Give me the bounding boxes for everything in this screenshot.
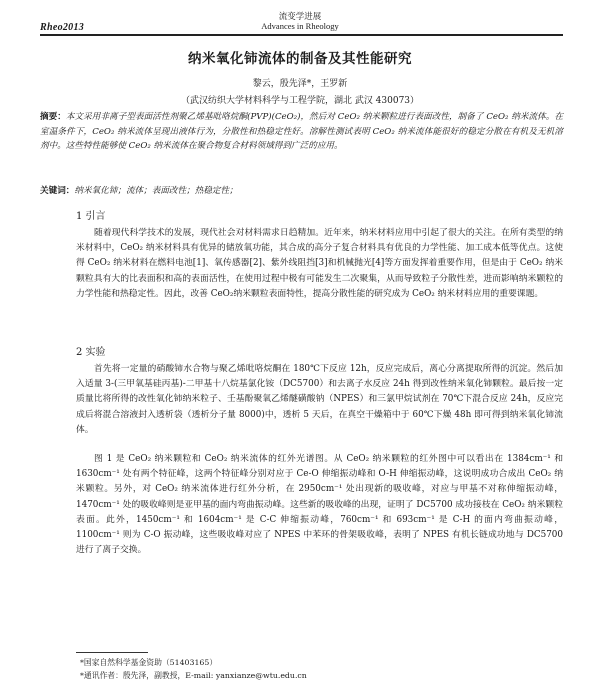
experiment-paragraph-1: 首先将一定量的硝酸铈水合物与聚乙烯吡咯烷酮在 180℃下反应 12h，反应完成后，离心分离提取所得的沉淀。然后加入适量 3-(三甲氧基硅丙基)-二甲基十八烷基氯化铵（DC5700）和去离子水反应 24h 得到改性纳米氧化铈颗粒。最后按一定质量比将所得的改性氧化铈纳米粒子、壬基酚聚氧乙烯醚磺酸钠（NPES）和三氯甲烷试剂在 70℃下混合反应 24h，反应完成后将混合溶液封入透析袋（透析分子量 8000)中，透析 5 天后，在真空干燥箱中于 60℃下燥 48h 即可得到纳米氧化铈流体。 (76, 364, 563, 435)
journal-name-cn: 流变学进展 (278, 12, 322, 22)
abstract-text: 本文采用非离子型表面活性剂聚乙烯基吡咯烷酮(PVP)(CeO₂)，然后对 CeO₂ 纳米颗粒进行表面改性，制备了 CeO₂ 纳米流体。在室温条件下，CeO₂ 纳米流体呈现出液体行为，分散性和热稳定性好。溶解性测试表明 CeO₂ 纳米流体能很好的稳定分散在有机及无机溶剂中。这些特性能够使 CeO₂ 纳米流体在聚合物复合材料领域得到广泛的应用。 (40, 112, 563, 152)
keywords (40, 184, 563, 196)
authors: 黎云，殷先泽*，王罗新 (252, 79, 348, 89)
section-heading-intro: 1 引言 (76, 211, 106, 222)
footnote-rule (76, 652, 148, 653)
abstract (40, 110, 563, 154)
section-heading-experiment: 2 实验 (76, 347, 106, 358)
intro-paragraph: 随着现代科学技术的发展，现代社会对材料需求日趋精加。近年来，纳米材料应用中引起了很大的关注。在所有类型的纳米材料中，CeO₂ 纳米材料具有优异的储放氧功能，其合成的高分子复合材料具有优良的力学性能、加工成本低等优点。这使得 CeO₂ 纳米材料在燃料电池[1]、氧传感器[2]、紫外线阻挡[3]和机械抛光[4]等方面发挥着重要作用，但是由于 CeO₂ 纳米颗粒具有大的比表面积和高的表面活性，在使用过程中极有可能发生二次聚集，从而导致粒子分散性差，进而影响纳米颗粒的力学性能和热稳定性。因此，改善 CeO₂纳米颗粒表面特性，提高分散性能的研究成为 CeO₂ 纳米材料应用的重要课题。 (76, 228, 563, 299)
keywords-label: 关键词： (40, 186, 75, 196)
journal-logo: Rheo2013 (40, 22, 85, 33)
affiliation: （武汉纺织大学材料科学与工程学院，湖北 武汉 430073） (180, 96, 420, 106)
keywords-text: 纳米氧化铈；流体；表面改性；热稳定性； (74, 186, 238, 196)
experiment-paragraph-2: 图 1 是 CeO₂ 纳米颗粒和 CeO₂ 纳米流体的红外光谱图。从 CeO₂ 纳米颗粒的红外图中可以看出在 1384cm⁻¹ 和 1630cm⁻¹ 处有两个特征峰，这两个特征峰分别对应于 Ce-O 伸缩振动峰和 O-H 伸缩振动峰，这说明成功合成出 CeO₂ 纳米颗粒。另外，对 CeO₂ 纳米流体进行红外分析，在 2950cm⁻¹ 处出现新的吸收峰，对应与甲基不对称伸缩振动峰，1470cm⁻¹ 处的吸收峰则是亚甲基的面内弯曲振动峰。这些新的吸收峰的出现，证明了 DC5700 成功接枝在 CeO₂ 纳米颗粒表面。此外，1450cm⁻¹ 和 1604cm⁻¹ 是 C-C 伸缩振动峰，760cm⁻¹ 和 693cm⁻¹ 是 C-H 的面内弯曲振动峰，1100cm⁻¹ 则为 C-O 振动峰，这些吸收峰对应了 NPES 中苯环的骨架吸收峰，表明了 NPES 有机长链成功地与 DC5700 进行了离子交换。 (76, 454, 563, 556)
footnote-fund: *国家自然科学基金资助（51403165） (80, 658, 218, 667)
footnote-contact: *通讯作者：殷先泽，副教授，E-mail: yanxianze@wtu.edu.cn (80, 671, 307, 680)
journal-name-en: Advances in Rheology (261, 21, 339, 31)
abstract-label: 摘要： (40, 112, 66, 122)
header-rule (40, 34, 563, 36)
paper-title: 纳米氧化铈流体的制备及其性能研究 (188, 51, 412, 67)
